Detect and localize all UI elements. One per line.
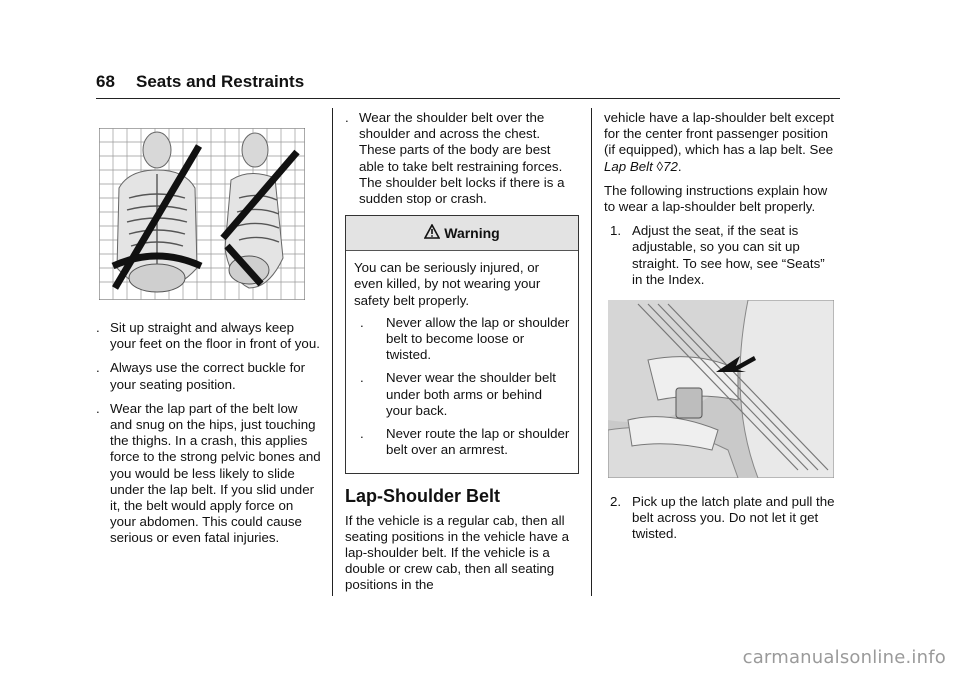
bullet-text: Wear the shoulder belt over the shoulder and across the chest. These parts of the body are best able to take belt restraining forces. The shoulder belt locks if there is a sudden stop or crash. [359, 110, 565, 207]
warning-intro: You can be seriously injured, or even killed, by not wearing your safety belt properly. [354, 260, 541, 308]
latch-figure-svg [608, 300, 834, 478]
list-item [360, 426, 570, 458]
page-reference[interactable]: 72 [663, 158, 678, 174]
step-text: Adjust the seat, if the seat is adjustable, so you can sit up straight. To see how, see “Seats” in the Index. [632, 223, 825, 287]
bullet-dot: . [96, 320, 100, 335]
warning-box [345, 215, 579, 474]
section-title: Seats and Restraints [136, 72, 305, 91]
list-item [360, 370, 570, 419]
bullet-dot: . [360, 370, 364, 386]
column-divider [332, 108, 333, 596]
bullet-dot: . [360, 314, 364, 330]
body-paragraph: The following instructions explain how to wear a lap-shoulder belt properly. [604, 182, 828, 215]
column-left [96, 112, 322, 555]
bullet-text: Wear the lap part of the belt low and snug on the hips, just touching the thighs. In a crash, this applies force to the strong pelvic bones and you would be less likely to slide under the lap belt. If you slid under it, the belt would apply force on your abdomen. This could cause serious or even fatal injuries. [110, 400, 321, 546]
bullet-dot: . [96, 400, 100, 416]
watermark: carmanualsonline.info [742, 647, 946, 668]
skeleton-belt-illustration [99, 128, 305, 300]
warning-icon [424, 224, 440, 242]
list-item [96, 320, 322, 352]
paragraph-end: . [677, 158, 682, 174]
column-divider [591, 108, 592, 596]
bullet-text: Sit up straight and always keep your feet on the floor in front of you. [110, 320, 320, 352]
body-paragraph: If the vehicle is a regular cab, then all seating positions in the vehicle have a lap-shoulder belt. If the vehicle is a double or crew cab, then all seating positions in the [345, 512, 569, 593]
cross-reference-link[interactable]: Lap Belt [604, 158, 653, 174]
latch-plate-illustration [608, 300, 834, 478]
step-number: 2. [610, 494, 622, 510]
column-right [604, 110, 838, 549]
step-text: Pick up the latch plate and pull the belt across you. Do not let it get twisted. [632, 494, 835, 542]
step-item [604, 223, 838, 288]
bullet-text: Never route the lap or shoulder belt over an armrest. [386, 426, 570, 458]
page-number: 68 [96, 72, 115, 91]
step-number: 1. [610, 223, 622, 239]
bullet-text: Never wear the shoulder belt under both arms or behind your back. [386, 370, 556, 418]
list-item [345, 110, 579, 207]
column-middle [345, 110, 579, 602]
step-item [604, 494, 838, 543]
bullet-dot: . [360, 426, 364, 442]
list-item [96, 401, 322, 547]
bullet-text: Never allow the lap or shoulder belt to become loose or twisted. [386, 314, 570, 363]
step-list [604, 223, 838, 542]
warning-header [346, 216, 578, 251]
list-item [360, 315, 570, 364]
warning-body [346, 251, 578, 473]
page-header [96, 70, 840, 99]
paragraph-text: vehicle have a lap-shoulder belt except for the center front passenger position (if equipped), which has a lap belt. See [604, 110, 834, 158]
list-item [96, 360, 322, 392]
page-ref-arrow-icon: ◊ [656, 158, 664, 174]
bullet-text: Always use the correct buckle for your seating position. [110, 360, 306, 392]
skeleton-figure-svg [99, 128, 305, 300]
bullet-dot: . [345, 110, 349, 125]
section-heading: Lap-Shoulder Belt [345, 486, 501, 507]
bullet-dot: . [96, 360, 100, 376]
body-paragraph [604, 110, 838, 175]
warning-label: Warning [444, 225, 500, 242]
